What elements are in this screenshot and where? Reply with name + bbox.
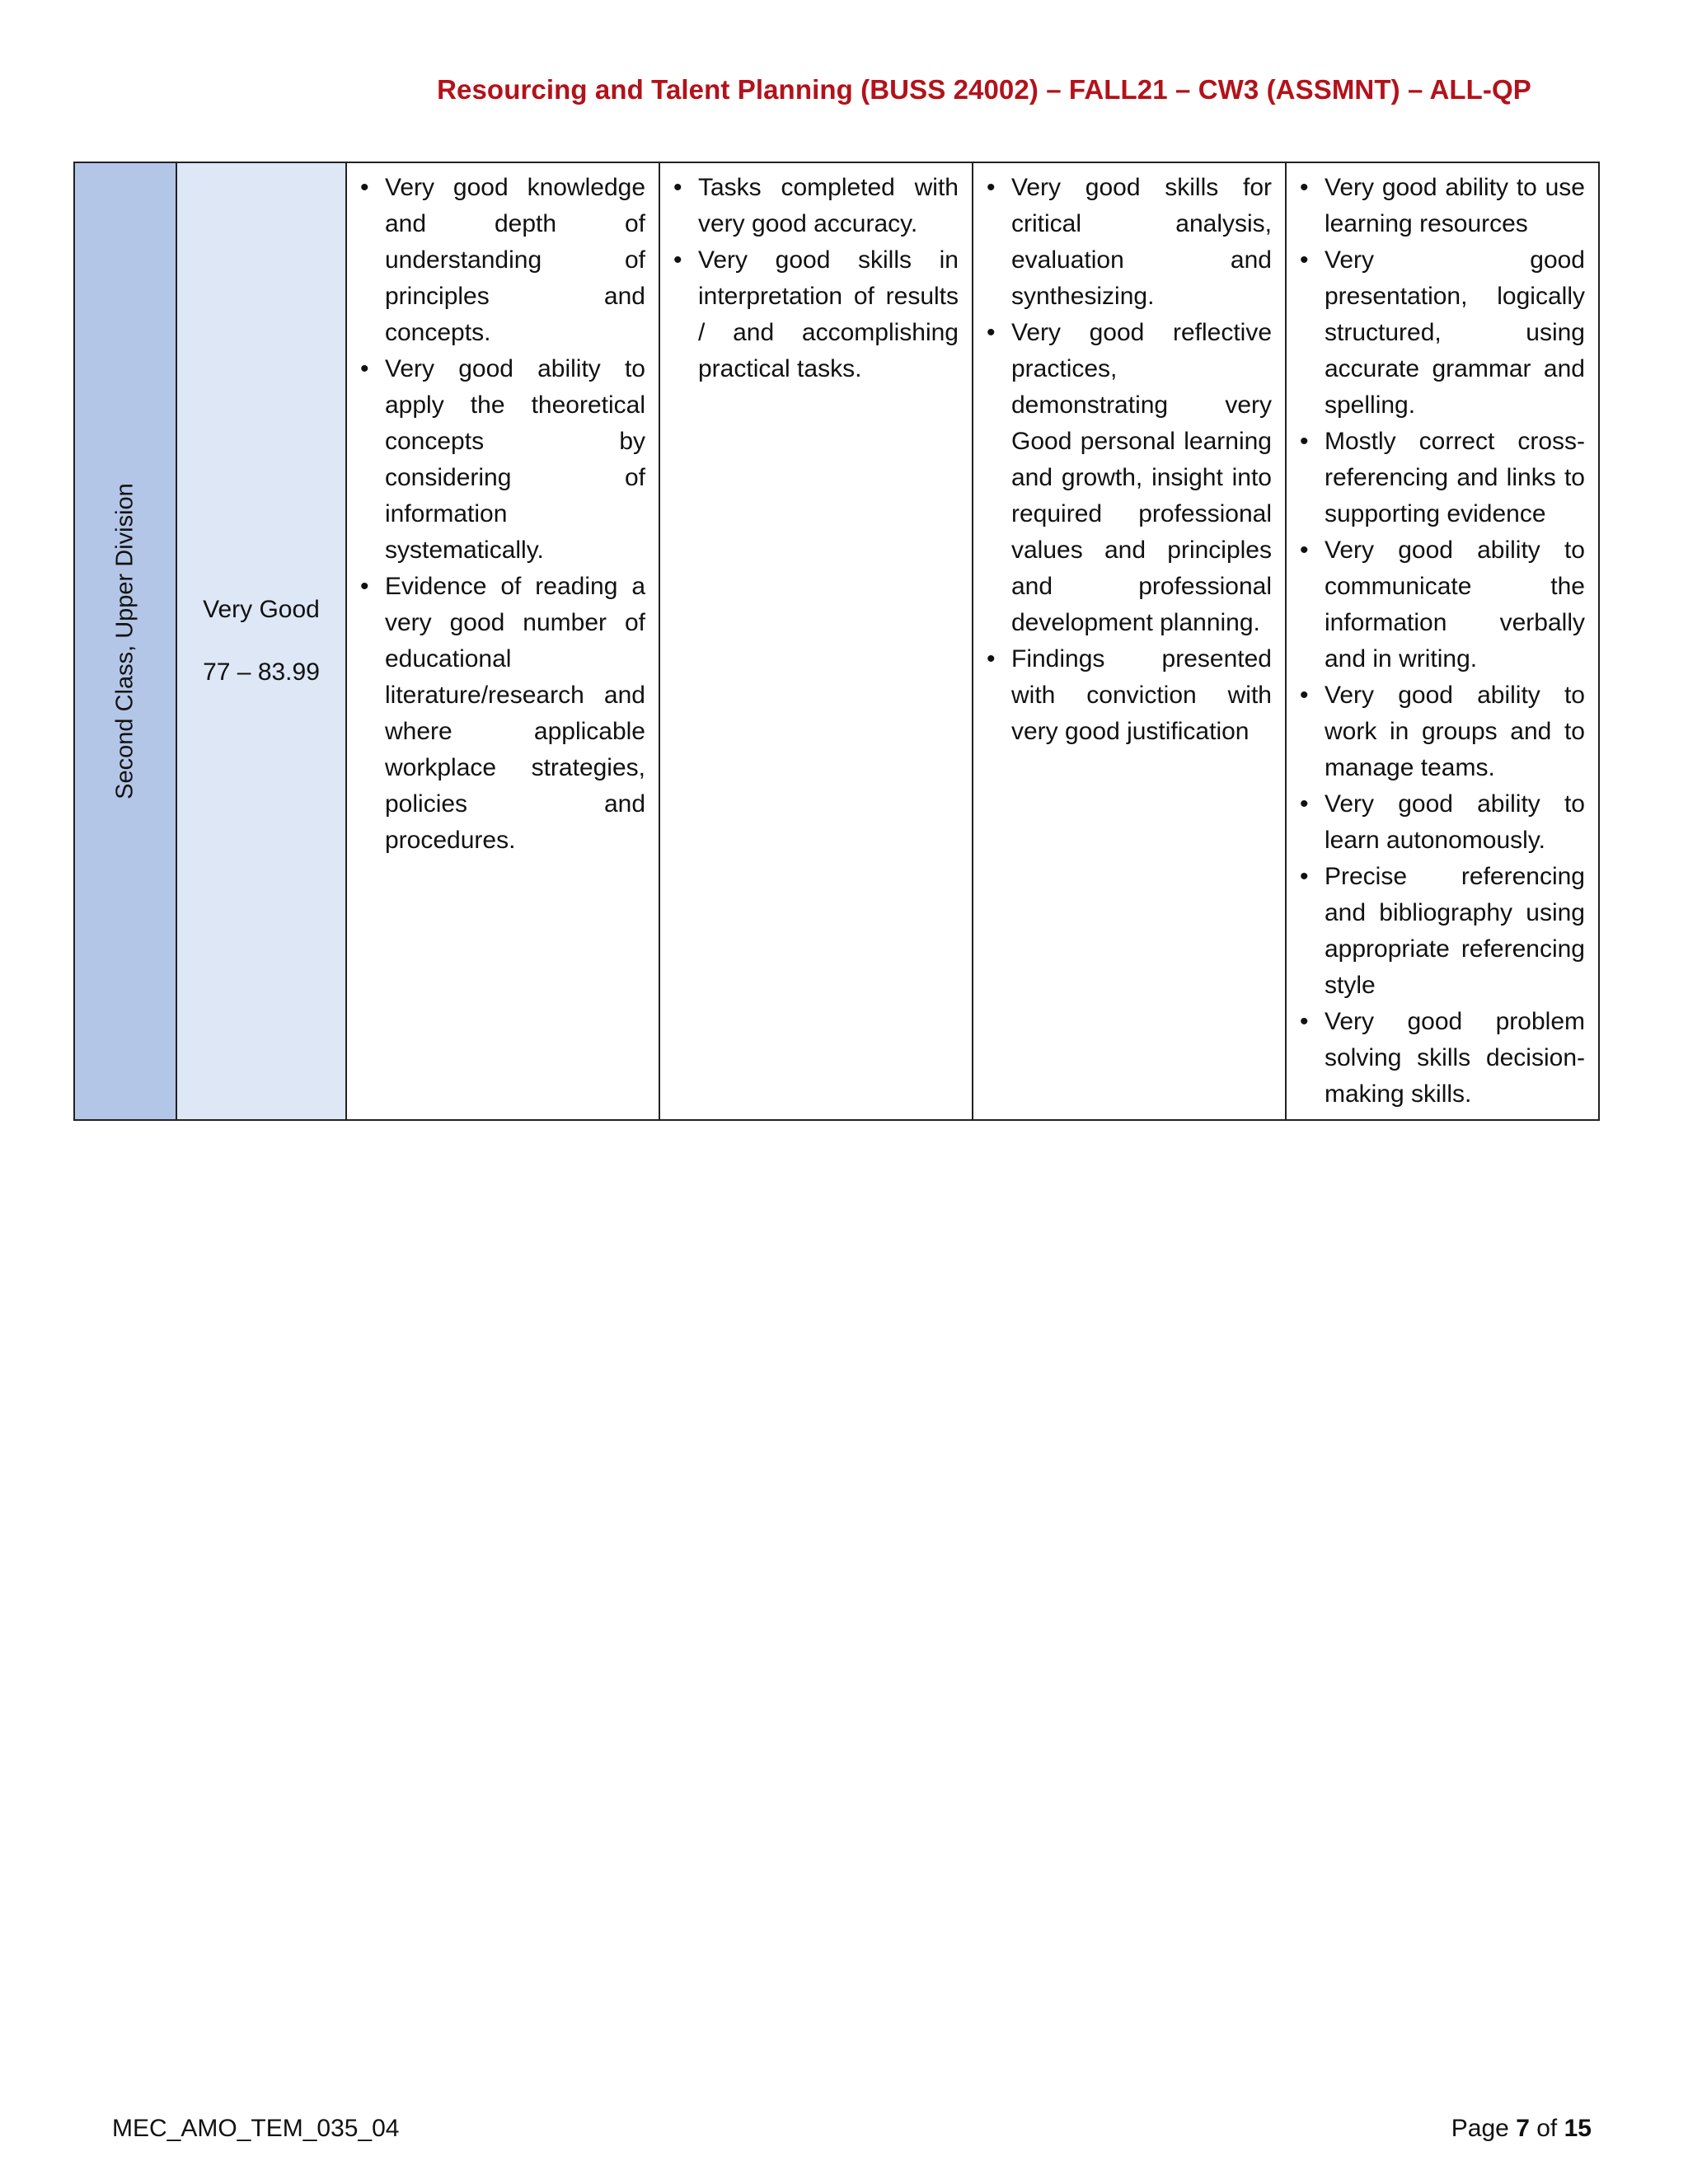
criteria-cell-practical [659,162,973,1120]
grade-cell [176,162,346,1120]
classification-label: Second Class, Upper Division [111,483,138,799]
criteria-list [973,163,1285,755]
criteria-item: • Very good ability to apply the theoretical concepts by considering of information systematically. [385,351,645,569]
criteria-item: • Precise referencing and bibliography using appropriate referencing style [1325,859,1585,1004]
criteria-cell-transferable [1286,162,1599,1120]
page-number [1451,2115,1592,2143]
criteria-item: • Very good ability to learn autonomously. [1325,786,1585,859]
classification-cell [74,162,176,1120]
criteria-item: • Very good problem solving skills decision-making skills. [1325,1004,1585,1113]
page-header [0,74,1688,105]
rubric-row-upper-second [74,162,1599,1120]
criteria-item: • Very good ability to work in groups and to manage teams. [1325,677,1585,786]
criteria-item: • Very good presentation, logically structured, using accurate grammar and spelling. [1325,242,1585,424]
criteria-list [347,163,659,864]
criteria-item: • Very good knowledge and depth of understanding of principles and concepts. [385,170,645,351]
page-word: Page [1451,2115,1509,2142]
criteria-item: • Tasks completed with very good accuracy. [698,170,959,242]
grading-rubric-table [73,162,1600,1121]
document-title: Resourcing and Talent Planning (BUSS 24002) – FALL21 – CW3 (ASSMNT) – ALL-QP [437,74,1531,105]
grade-range: 77 – 83.99 [203,658,320,686]
criteria-item: • Very good reflective practices, demonstrating very Good personal learning and growth, insight into required professional values and principles and professional development planning. [1011,315,1272,641]
grade-name: Very Good [203,596,320,623]
criteria-item: • Very good skills in interpretation of results / and accomplishing practical tasks. [698,242,959,387]
criteria-item: • Very good ability to use learning resources [1325,170,1585,242]
page-of-word: of [1536,2115,1558,2142]
criteria-item: • Very good skills for critical analysis, evaluation and synthesizing. [1011,170,1272,315]
criteria-item: • Mostly correct cross-referencing and links to supporting evidence [1325,424,1585,532]
criteria-list [660,163,972,392]
criteria-item: • Findings presented with conviction with very good justification [1011,641,1272,750]
page-total: 15 [1564,2115,1592,2142]
criteria-item: • Evidence of reading a very good number of educational literature/research and where applicable workplace strategies, policies and procedures. [385,569,645,859]
document-code: MEC_AMO_TEM_035_04 [112,2115,400,2142]
criteria-item: • Very good ability to communicate the information verbally and in writing. [1325,532,1585,677]
criteria-cell-knowledge [346,162,659,1120]
criteria-list [1287,163,1598,1118]
page-current: 7 [1516,2115,1530,2142]
criteria-cell-analysis [973,162,1286,1120]
